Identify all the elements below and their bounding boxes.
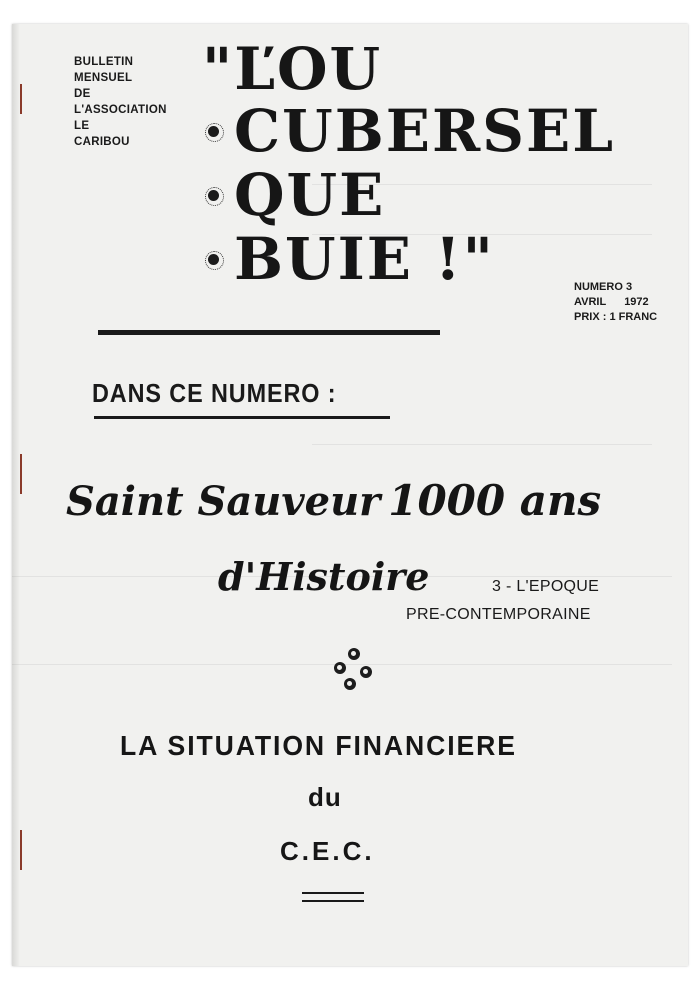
article-1-title-b: 1000 ans (388, 476, 602, 525)
masthead-line-1: "ĽOU (202, 35, 383, 103)
margin-mark (20, 84, 22, 114)
bullet-ornament-icon (208, 190, 219, 201)
article-1-title-a: Saint Sauveur (66, 478, 381, 525)
closing-rule (302, 900, 364, 902)
publisher-line: LE (74, 120, 90, 132)
masthead-line-2: CUBERSEL (234, 97, 616, 165)
margin-mark (20, 830, 22, 870)
article-2-organization: C.E.C. (280, 836, 375, 866)
article-2-connector: du (308, 782, 342, 812)
publisher-block (74, 54, 167, 150)
issue-year: 1972 (624, 296, 649, 308)
article-1-part: 3 - L'EPOQUE (492, 578, 600, 595)
issue-price: PRIX : 1 FRANC (574, 311, 658, 323)
masthead-line-4: BUIE !" (234, 225, 495, 293)
issue-date (574, 295, 657, 310)
publisher-line: MENSUEL (74, 72, 133, 84)
issue-info (574, 280, 657, 325)
bullet-ornament-icon (208, 126, 219, 137)
contents-heading: DANS CE NUMERO : (92, 378, 337, 408)
publisher-line: CARIBOU (74, 136, 130, 148)
bleed-through-line (312, 444, 652, 445)
ornament-dot (360, 666, 372, 678)
margin-mark (20, 454, 22, 494)
contents-heading-underline (94, 416, 390, 419)
closing-rule (302, 892, 364, 894)
publisher-line: L'ASSOCIATION (74, 104, 167, 116)
ornament-dot (348, 648, 360, 660)
bulletin-cover (12, 24, 688, 966)
bullet-ornament-icon (208, 254, 219, 265)
masthead-line-3: QUE (234, 161, 386, 229)
article-1-subtitle: PRE-CONTEMPORAINE (406, 606, 591, 623)
article-2-title: LA SITUATION FINANCIERE (120, 730, 517, 761)
flower-ornament-icon (332, 648, 376, 692)
article-1-title (66, 476, 601, 525)
ornament-dot (344, 678, 356, 690)
publisher-line: BULLETIN (74, 56, 134, 68)
issue-number: NUMERO 3 (574, 281, 633, 293)
article-1-title-c: d'Histoire (218, 554, 430, 599)
issue-month: AVRIL (574, 296, 607, 308)
ornament-dot (334, 662, 346, 674)
masthead-divider (98, 330, 440, 335)
publisher-line: DE (74, 88, 91, 100)
